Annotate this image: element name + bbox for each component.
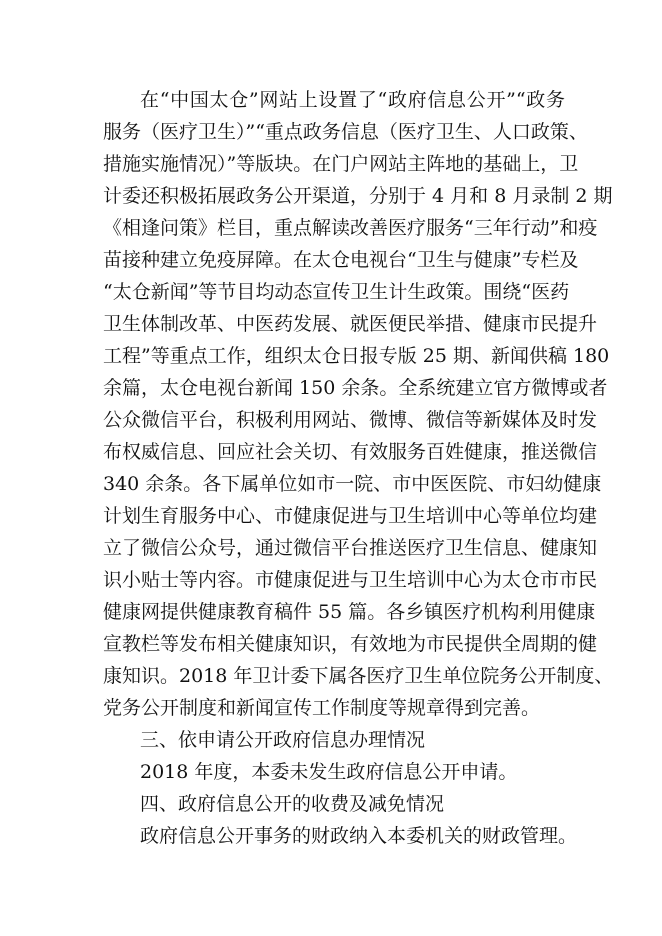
- paragraph-line: 计委还积极拓展政务公开渠道，分别于 4 月和 8 月录制 2 期: [103, 185, 613, 207]
- paragraph-no-requests: 2018 年度，本委未发生政府信息公开申请。: [140, 761, 518, 783]
- paragraph-line: 苗接种建立免疫屏障。在太仓电视台“卫生与健康”专栏及: [103, 249, 579, 271]
- paragraph-line: 党务公开制度和新闻宣传工作制度等规章得到完善。: [103, 697, 541, 719]
- paragraph-line: 健康网提供健康教育稿件 55 篇。各乡镇医疗机构利用健康: [103, 601, 596, 623]
- paragraph-line: 计划生育服务中心、市健康促进与卫生培训中心等单位均建: [103, 505, 598, 527]
- paragraph-line: 宣教栏等发布相关健康知识，有效地为市民提供全周期的健: [103, 633, 598, 655]
- paragraph-line: 工程”等重点工作，组织太仓日报专版 25 期、新闻供稿 180: [103, 345, 610, 367]
- paragraph-line: 措施实施情况）”等版块。在门户网站主阵地的基础上，卫: [103, 153, 579, 175]
- paragraph-fees: 政府信息公开事务的财政纳入本委机关的财政管理。: [140, 825, 578, 847]
- paragraph-line: “太仓新闻”等节目均动态宣传卫生计生政策。围绕“医药: [103, 281, 570, 303]
- paragraph-line: 在“中国太仓”网站上设置了“政府信息公开”“政务: [140, 89, 565, 111]
- paragraph-line: 340 余条。各下属单位如市一院、市中医医院、市妇幼健康: [103, 473, 602, 495]
- paragraph-line: 布权威信息、回应社会关切、有效服务百姓健康，推送微信: [103, 441, 598, 463]
- paragraph-line: 《相逢问策》栏目，重点解读改善医疗服务“三年行动”和疫: [103, 217, 598, 239]
- paragraph-line: 卫生体制改革、中医药发展、就医便民举措、健康市民提升: [103, 313, 598, 335]
- paragraph-line: 立了微信公众号，通过微信平台推送医疗卫生信息、健康知: [103, 537, 598, 559]
- paragraph-line: 识小贴士等内容。市健康促进与卫生培训中心为太仓市市民: [103, 569, 598, 591]
- section-heading-3: 三、依申请公开政府信息办理情况: [140, 729, 426, 751]
- paragraph-line: 余篇，太仓电视台新闻 150 余条。全系统建立官方微博或者: [103, 377, 608, 399]
- paragraph-line: 服务（医疗卫生）”“重点政务信息（医疗卫生、人口政策、: [103, 121, 588, 143]
- paragraph-line: 康知识。2018 年卫计委下属各医疗卫生单位院务公开制度、: [103, 665, 614, 687]
- paragraph-line: 公众微信平台，积极利用网站、微博、微信等新媒体及时发: [103, 409, 598, 431]
- section-heading-4: 四、政府信息公开的收费及减免情况: [140, 793, 445, 815]
